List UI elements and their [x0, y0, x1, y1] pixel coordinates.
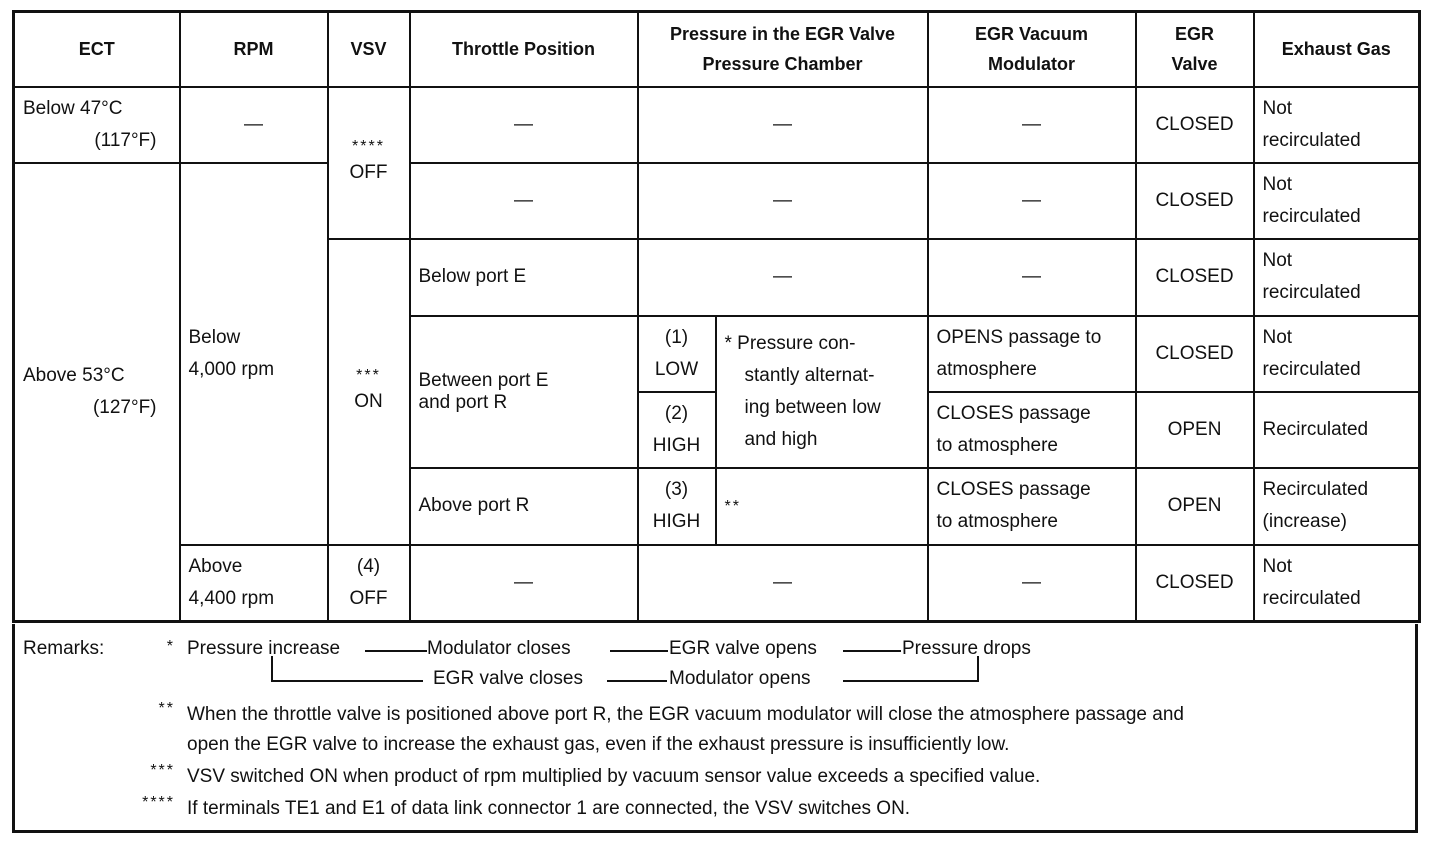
pressure-dash-cell: —: [638, 239, 928, 316]
alt-line2: stantly alternat-: [744, 364, 875, 386]
header-rpm: RPM: [180, 12, 328, 87]
exhaust-not-recirculated-cell: [1254, 239, 1420, 316]
vsv-on-cell: [328, 239, 410, 545]
vsv-on-mark: ***: [356, 366, 381, 384]
modulator-dash-cell: —: [928, 163, 1136, 239]
modulator-closes-passage: [928, 392, 1136, 468]
header-row: [14, 12, 1420, 87]
arrow-right-icon: [365, 650, 427, 652]
p2-line2: HIGH: [652, 434, 701, 456]
throttle-between-line1: Between port E: [418, 369, 549, 391]
throttle-between-ports: [410, 316, 638, 468]
remark-note-2-line2: open the EGR valve to increase the exhaust gas, even if the exhaust pressure is insufficiently low.: [187, 734, 1010, 755]
flow-pressure-drops: Pressure drops: [902, 638, 1031, 659]
arrow-left-icon: [607, 680, 667, 682]
vsv-on-label: ON: [354, 390, 383, 412]
ect-above-cell: [14, 163, 180, 622]
valve-open-cell: OPEN: [1136, 468, 1254, 545]
mod-closes-line1: CLOSES passage: [936, 479, 1091, 500]
ect-above-line1: Above 53°C: [23, 364, 125, 386]
flow-modulator-opens: Modulator opens: [669, 668, 811, 689]
throttle-dash-cell: —: [410, 545, 638, 622]
rpm-above-line1: Above: [188, 555, 243, 577]
not-line1: Not: [1262, 326, 1293, 348]
not-line1: Not: [1262, 250, 1293, 271]
header-pressure-chamber: [638, 12, 928, 87]
remark-note-4: If terminals TE1 and E1 of data link connector 1 are connected, the VSV switches ON.: [187, 798, 911, 819]
throttle-between-line2: and port R: [418, 391, 508, 413]
pressure-alternating-note: [716, 316, 928, 468]
arrow-right-icon: [843, 650, 901, 652]
not-line2: recirculated: [1262, 205, 1361, 227]
pressure-dash-cell: —: [638, 163, 928, 239]
alt-line4: and high: [744, 428, 818, 450]
flow-egr-valve-closes: EGR valve closes: [433, 668, 583, 689]
recirc-inc-line2: (increase): [1262, 511, 1347, 532]
arrow-left-icon: [271, 680, 423, 682]
header-ect: ECT: [14, 12, 180, 87]
not-line2: recirculated: [1262, 587, 1361, 609]
modulator-dash-cell: —: [928, 545, 1136, 622]
header-pressure-line2: Pressure Chamber: [702, 54, 863, 75]
vsv-off-label: OFF: [349, 161, 388, 183]
header-egr-vacuum-modulator: [928, 12, 1136, 87]
loop-connector-left: [271, 656, 273, 680]
flow-egr-valve-opens: EGR valve opens: [669, 638, 817, 659]
header-valve-line2: Valve: [1171, 54, 1218, 75]
not-line1: Not: [1262, 555, 1293, 577]
ect-below-cell: [14, 87, 180, 163]
header-vsv: VSV: [328, 12, 410, 87]
table-row: [14, 87, 1420, 163]
throttle-dash-cell: —: [410, 163, 638, 239]
modulator-closes-passage: [928, 468, 1136, 545]
remark-mark-2: **: [158, 700, 175, 717]
remarks-label: Remarks:: [23, 638, 105, 659]
rpm-below-line1: Below: [188, 326, 241, 348]
p3-line2: HIGH: [652, 511, 701, 532]
p2-line1: (2): [664, 402, 689, 424]
ect-below-line2: (117°F): [94, 129, 157, 151]
ect-above-line2: (127°F): [92, 396, 157, 418]
pressure-dash-cell: —: [638, 545, 928, 622]
exhaust-recirculated-cell: Recirculated: [1254, 392, 1420, 468]
mod-closes-line1: CLOSES passage: [936, 402, 1091, 424]
vsv-4-line1: (4): [356, 555, 381, 577]
header-exhaust-gas: Exhaust Gas: [1254, 12, 1420, 87]
mod-closes-line2: to atmosphere: [936, 434, 1058, 456]
remark-mark-3: ***: [150, 762, 175, 779]
mod-opens-line1: OPENS passage to: [936, 326, 1102, 348]
not-line2: recirculated: [1262, 129, 1361, 151]
rpm-above-line2: 4,400 rpm: [188, 587, 275, 609]
table-row: [14, 545, 1420, 622]
double-star-mark: **: [724, 497, 741, 515]
remark-note-3: VSV switched ON when product of rpm multiplied by vacuum sensor value exceeds a specified value.: [187, 766, 1041, 787]
flow-modulator-closes: Modulator closes: [427, 638, 571, 659]
p1-line2: LOW: [654, 358, 699, 380]
vsv-4-line2: OFF: [349, 587, 388, 609]
not-line1: Not: [1262, 173, 1293, 195]
exhaust-not-recirculated-cell: [1254, 545, 1420, 622]
remark-mark-4: ****: [142, 794, 175, 811]
exhaust-recirculated-increase-cell: [1254, 468, 1420, 545]
pressure-double-star-note: [716, 468, 928, 545]
valve-closed-cell: CLOSED: [1136, 545, 1254, 622]
exhaust-not-recirculated-cell: [1254, 163, 1420, 239]
arrow-left-icon: [843, 680, 979, 682]
arrow-right-icon: [610, 650, 668, 652]
rpm-below-cell: [180, 163, 328, 545]
table-row: [14, 163, 1420, 239]
alt-line3: ing between low: [744, 396, 881, 418]
valve-closed-cell: CLOSED: [1136, 239, 1254, 316]
not-line2: recirculated: [1262, 282, 1361, 303]
rpm-below-line2: 4,000 rpm: [188, 358, 275, 380]
loop-connector-right: [977, 656, 979, 680]
rpm-dash-cell: —: [180, 87, 328, 163]
not-line2: recirculated: [1262, 358, 1361, 380]
mod-closes-line2: to atmosphere: [936, 511, 1058, 532]
header-modulator-line2: Modulator: [988, 54, 1076, 75]
rpm-above-cell: [180, 545, 328, 622]
vsv-4-off-cell: [328, 545, 410, 622]
mod-opens-line2: atmosphere: [936, 358, 1037, 380]
header-valve-line1: EGR: [1175, 24, 1215, 45]
throttle-dash-cell: —: [410, 87, 638, 163]
remarks-section: [12, 624, 1418, 833]
vsv-off-cell: [328, 87, 410, 239]
p3-line1: (3): [664, 479, 689, 500]
pressure-1-low: [638, 316, 716, 392]
exhaust-not-recirculated-cell: [1254, 316, 1420, 392]
recirc-inc-line1: Recirculated: [1262, 479, 1369, 500]
egr-condition-table: [12, 10, 1421, 623]
modulator-dash-cell: —: [928, 87, 1136, 163]
valve-closed-cell: CLOSED: [1136, 163, 1254, 239]
ect-below-line1: Below 47°C: [23, 97, 123, 119]
exhaust-not-recirculated-cell: [1254, 87, 1420, 163]
not-line1: Not: [1262, 97, 1293, 119]
pressure-3-high: [638, 468, 716, 545]
header-egr-valve: [1136, 12, 1254, 87]
header-modulator-line1: EGR Vacuum: [974, 24, 1089, 45]
remark-mark-1: *: [166, 638, 175, 655]
throttle-below-port-e: Below port E: [410, 239, 638, 316]
header-pressure-line1: Pressure in the EGR Valve: [669, 24, 896, 45]
modulator-opens-passage: [928, 316, 1136, 392]
pressure-2-high: [638, 392, 716, 468]
vsv-off-mark: ****: [352, 137, 385, 155]
valve-open-cell: OPEN: [1136, 392, 1254, 468]
flow-pressure-increase: Pressure increase: [187, 638, 341, 659]
pressure-dash-cell: —: [638, 87, 928, 163]
p1-line1: (1): [664, 326, 689, 348]
modulator-dash-cell: —: [928, 239, 1136, 316]
valve-closed-cell: CLOSED: [1136, 87, 1254, 163]
alt-line1: * Pressure con-: [724, 332, 856, 354]
egr-system-table-frame: [12, 10, 1418, 836]
remark-note-2-line1: When the throttle valve is positioned above port R, the EGR vacuum modulator will close the atmosphere passage and: [187, 704, 1184, 725]
valve-closed-cell: CLOSED: [1136, 316, 1254, 392]
throttle-above-port-r: Above port R: [410, 468, 638, 545]
header-throttle-position: Throttle Position: [410, 12, 638, 87]
